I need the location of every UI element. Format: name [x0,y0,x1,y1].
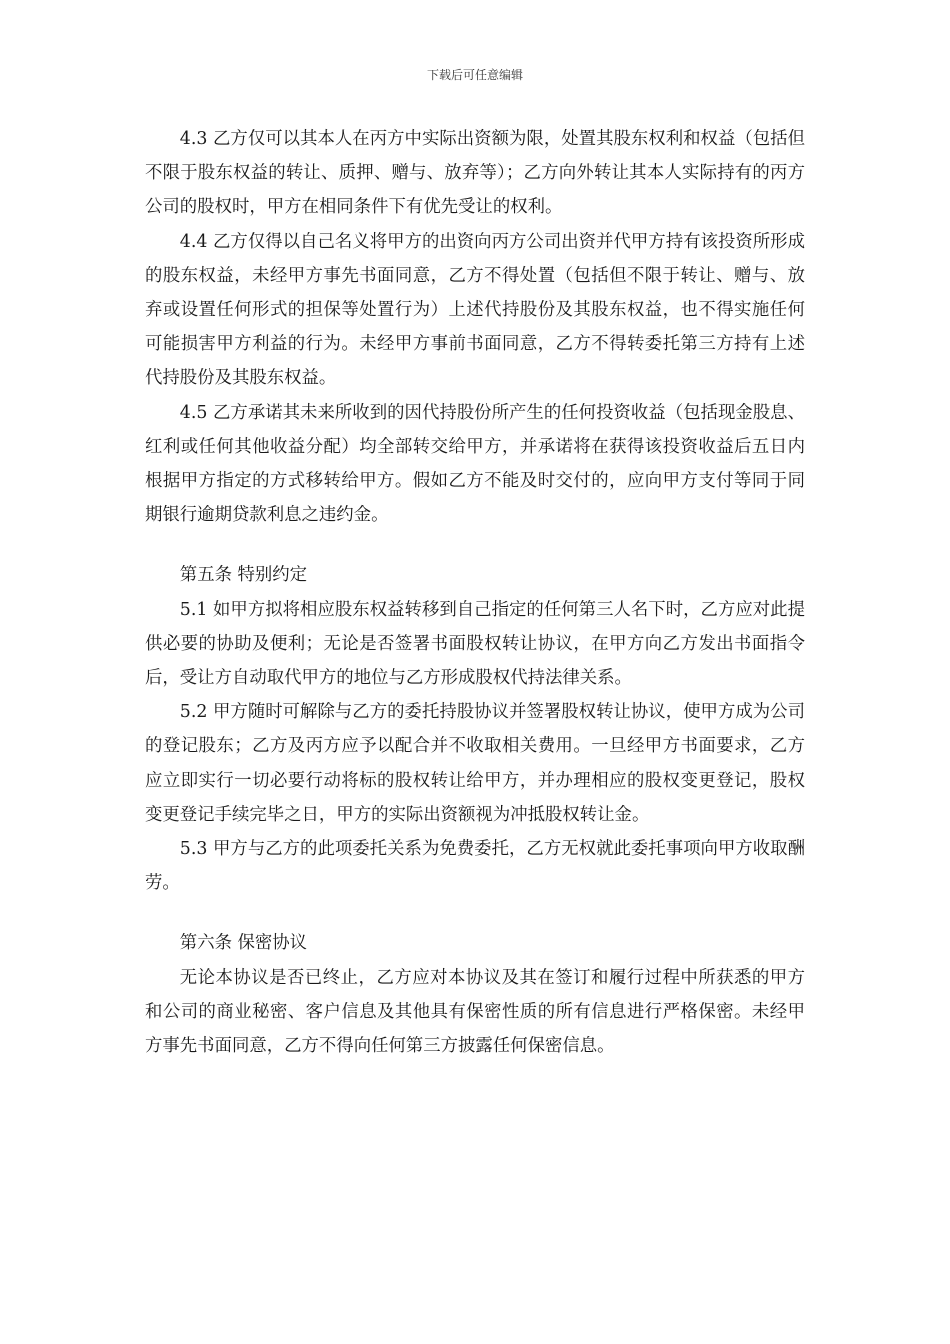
header-note: 下载后可任意编辑 [426,68,523,82]
section-spacer [145,900,805,926]
section-spacer [145,532,805,558]
document-body [145,122,805,1063]
clause-5-1: 5.1 如甲方拟将相应股东权益转移到自己指定的任何第三人名下时，乙方应对此提供必要的协助及便利；无论是否签署书面股权转让协议，在甲方向乙方发出书面指令后，受让方自动取代甲方的地位与乙方形成股权代持法律关系。 [145,599,805,689]
clause-4-5: 4.5 乙方承诺其未来所收到的因代持股份所产生的任何投资收益（包括现金股息、红利或任何其他收益分配）均全部转交给甲方，并承诺将在获得该投资收益后五日内根据甲方指定的方式移转给甲方。假如乙方不能及时交付的，应向甲方支付等同于同期银行逾期贷款利息之违约金。 [145,402,805,526]
clause-5-3: 5.3 甲方与乙方的此项委托关系为免费委托，乙方无权就此委托事项向甲方收取酬劳。 [145,839,805,894]
clause-5-2: 5.2 甲方随时可解除与乙方的委托持股协议并签署股权转让协议，使甲方成为公司的登记股东；乙方及丙方应予以配合并不收取相关费用。一旦经甲方书面要求，乙方应立即实行一切必要行动将标的股权转让给甲方，并办理相应的股权变更登记，股权变更登记手续完毕之日，甲方的实际出资额视为冲抵股权转让金。 [145,702,805,825]
clause-4-3: 4.3 乙方仅可以其本人在丙方中实际出资额为限，处置其股东权利和权益（包括但不限于股东权益的转让、质押、赠与、放弃等）；乙方向外转让其本人实际持有的丙方公司的股权时，甲方在相同条件下有优先受让的权利。 [145,129,805,218]
clause-4-4: 4.4 乙方仅得以自己名义将甲方的出资向丙方公司出资并代甲方持有该投资所形成的股东权益，未经甲方事先书面同意，乙方不得处置（包括但不限于转让、赠与、放弃或设置任何形式的担保等处置行为）上述代持股份及其股东权益，也不得实施任何可能损害甲方利益的行为。未经甲方事前书面同意，乙方不得转委托第三方持有上述代持股份及其股东权益。 [145,231,805,389]
article-5-heading: 第五条 特别约定 [179,565,308,586]
article-6-heading: 第六条 保密协议 [179,933,308,954]
clause-6-1: 无论本协议是否已终止，乙方应对本协议及其在签订和履行过程中所获悉的甲方和公司的商业秘密、客户信息及其他具有保密性质的所有信息进行严格保密。未经甲方事先书面同意，乙方不得向任何第三方披露任何保密信息。 [145,967,805,1057]
